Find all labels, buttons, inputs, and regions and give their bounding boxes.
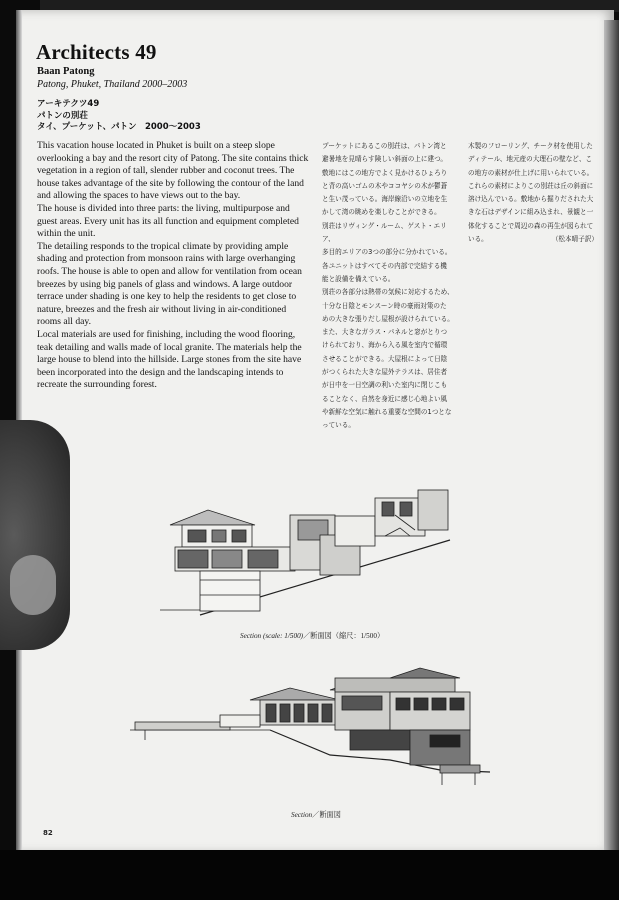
- jp-line: 溶け込んでいる。敷地から掘りだされた大: [468, 195, 594, 204]
- jp-line: ることなく、自然を身近に感じ心地よい風: [322, 394, 448, 403]
- section-caption-2: [291, 810, 341, 820]
- jp-line: が日中を一日空調の利いた室内に閉じこも: [322, 381, 448, 390]
- caption-japanese: ／断面図: [312, 811, 341, 819]
- jp-line: プーケットにあるこの別荘は、パトン湾と: [322, 142, 447, 150]
- jp-line: きな石はデザインに組み込まれ、景観と一: [468, 208, 594, 217]
- jp-line: っている。: [322, 421, 355, 430]
- jp-line: と背の高いゴムの木やココヤシの木が鬱蒼: [322, 181, 448, 190]
- paragraph: This vacation house located in Phuket is built on a steep slope overlooking a bay and the resort city of Patong. The site contains thick vegetation in a region of tall, slender rubber and coconut trees. The house takes advantage of the site by following the contour of the land and allowing the spaces to have views out to the bay.: [37, 140, 309, 202]
- jp-line jp-credit-line: [468, 233, 598, 246]
- caption-english: Section (scale: 1/500): [240, 632, 304, 640]
- jp-line: 別荘の各部分は熱帯の気候に対応するため、: [322, 288, 454, 297]
- jp-line-text: いる。: [468, 235, 488, 244]
- caption-japanese: ／断面図（縮尺：1/500）: [303, 632, 385, 640]
- jp-line: 十分な日陰とモンスーン時の豪雨対策のた: [322, 301, 447, 310]
- jp-line: や新鮮な空気に触れる重要な空間の1つとな: [322, 407, 452, 416]
- jp-line: 多目的エリアの3つの部分に分かれている。: [322, 248, 452, 257]
- project-name: Baan Patong: [37, 66, 95, 77]
- translator-credit: （松本晴子訳）: [551, 235, 598, 244]
- background-shadow: [0, 850, 619, 900]
- paragraph: The detailing responds to the tropical climate by providing ample shading and protection from monsoon rains with large overhanging roofs. The house is able to open and allow for ventilation from ocean breezes by using big panels of glass and windows. A large outdoor terrace under shading is one key to help the residents to get close to nature, breezes and the fresh air without living in air-conditioned rooms all day.: [37, 240, 302, 328]
- jp-line: 敷地にはこの地方でよく見かけるひょろり: [322, 168, 448, 177]
- article-title: Architects 49: [36, 40, 157, 64]
- jp-line: 避暑地を見晴らす険しい斜面の上に建つ。: [322, 155, 448, 164]
- holding-thumb: [0, 420, 70, 650]
- jp-line: また、大きなガラス・パネルと窓がとりつ: [322, 328, 448, 337]
- jp-line: の地方の素材が仕上げに用いられている。: [468, 168, 594, 177]
- page-number: 82: [43, 829, 53, 837]
- jp-line: 木製のフローリング、チーク材を使用した: [468, 142, 593, 150]
- paragraph: Local materials are used for finishing, including the wood flooring, teak detailing and walls made of local granite. The materials help the large house to blend into the hillside. Large stones from the site have been incorporated into the design and the landscaping intends to recreate the surrounding forest.: [37, 328, 302, 391]
- jp-line: させることができる。大屋根によって日陰: [322, 354, 448, 363]
- project-location: Patong, Phuket, Thailand 2000–2003: [37, 79, 188, 90]
- caption-english: Section: [291, 811, 313, 819]
- jp-line: かして湾の眺めを楽しむことができる。: [322, 208, 441, 217]
- jp-line: けられており、海から入る風を室内で循環: [322, 341, 448, 350]
- jp-line: 体化することで周辺の森の再生が図られて: [468, 221, 594, 230]
- jp-line: と生い茂っている。海岸線沿いの立地を生: [322, 195, 448, 204]
- jp-line: 各ユニットはすべてその内部で完結する機: [322, 261, 447, 270]
- japanese-body-column-2: [468, 140, 598, 246]
- paragraph: The house is divided into three parts: the living, multipurpose and guest areas. Every unit has its all function and equipment completed within the unit.: [37, 202, 299, 240]
- jp-line: ディテール、地元産の大理石の壁など、こ: [468, 155, 593, 164]
- section-caption-1: [240, 631, 384, 641]
- jp-title-line: タイ、プーケット、パトン 2000〜2003: [37, 122, 201, 132]
- jp-line: 別荘はリヴィング・ルーム、ゲスト・エリア、: [322, 221, 447, 244]
- jp-line: これらの素材によりこの別荘は丘の斜面に: [468, 181, 594, 190]
- section-drawing-1: [160, 480, 460, 630]
- thumbnail-highlight: [10, 555, 56, 615]
- jp-title-line: パトンの別荘: [37, 110, 88, 121]
- page-right-edge: [604, 20, 619, 860]
- japanese-title-block: [37, 99, 201, 134]
- japanese-body-column-1: [322, 140, 456, 433]
- jp-line: 能と設備を備えている。: [322, 274, 395, 283]
- jp-line: めの大きな張りだし屋根が設けられている。: [322, 314, 454, 323]
- section-drawing-2: [130, 660, 500, 790]
- jp-title-line: アーキテクツ49: [37, 99, 100, 109]
- english-body-text: [37, 140, 312, 392]
- jp-line: がつくられた大きな屋外テラスは、居住者: [322, 368, 448, 377]
